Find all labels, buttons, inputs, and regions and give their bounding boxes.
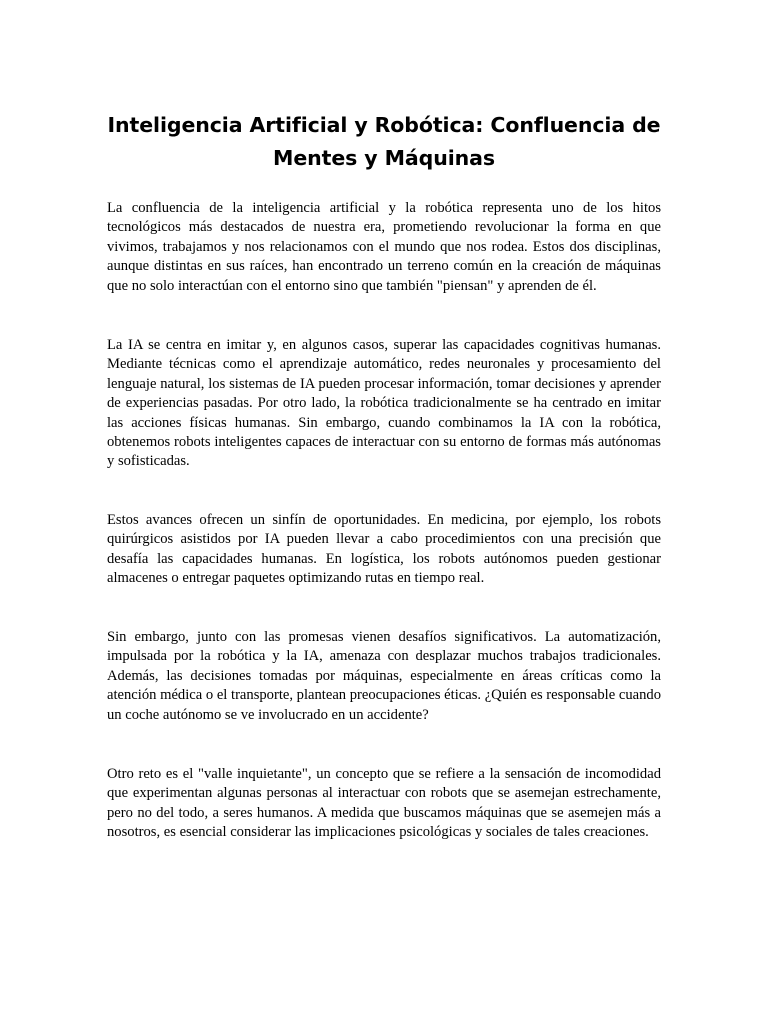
document-title: Inteligencia Artificial y Robótica: Confluencia de Mentes y Máquinas <box>107 113 661 170</box>
paragraph-opportunities: Estos avances ofrecen un sinfín de oportunidades. En medicina, por ejemplo, los robots quirúrgicos asistidos por IA pueden llevar a cabo procedimientos con una precisión que desafía las capacidades humanas. En logística, los robots autónomos pueden gestionar almacenes o entregar paquetes optimizando rutas en tiempo real. <box>107 512 661 587</box>
paragraph-uncanny-valley: Otro reto es el "valle inquietante", un concepto que se refiere a la sensación de incomodidad que experimentan algunas personas al interactuar con robots que se asemejan estrechamente, pero no del todo, a seres humanos. A medida que buscamos máquinas que se asemejen más a nosotros, es esencial considerar las implicaciones psicológicas y sociales de tales creaciones. <box>107 766 661 841</box>
paragraph-ia-and-robotics: La IA se centra en imitar y, en algunos casos, superar las capacidades cognitivas humanas. Mediante técnicas como el aprendizaje automático, redes neuronales y procesamiento del lenguaje natural, los sistemas de IA pueden procesar información, tomar decisiones y aprender de experiencias pasadas. Por otro lado, la robótica tradicionalmente se ha centrado en imitar las acciones físicas humanas. Sin embargo, cuando combinamos la IA con la robótica, obtenemos robots inteligentes capaces de interactuar con su entorno de formas más autónomas y sofisticadas. <box>107 337 661 470</box>
paragraph-challenges: Sin embargo, junto con las promesas vienen desafíos significativos. La automatización, impulsada por la robótica y la IA, amenaza con desplazar muchos trabajos tradicionales. Además, las decisiones tomadas por máquinas, especialmente en áreas críticas como la atención médica o el transporte, plantean preocupaciones éticas. ¿Quién es responsable cuando un coche autónomo se ve involucrado en un accidente? <box>107 629 661 723</box>
paragraph-introduction: La confluencia de la inteligencia artificial y la robótica representa uno de los hitos tecnológicos más destacados de nuestra era, prometiendo revolucionar la forma en que vivimos, trabajamos y nos relacionamos con el mundo que nos rodea. Estos dos disciplinas, aunque distintas en sus raíces, han encontrado un terreno común en la creación de máquinas que no solo interactúan con el entorno sino que también "piensan" y aprenden de él. <box>107 200 661 294</box>
